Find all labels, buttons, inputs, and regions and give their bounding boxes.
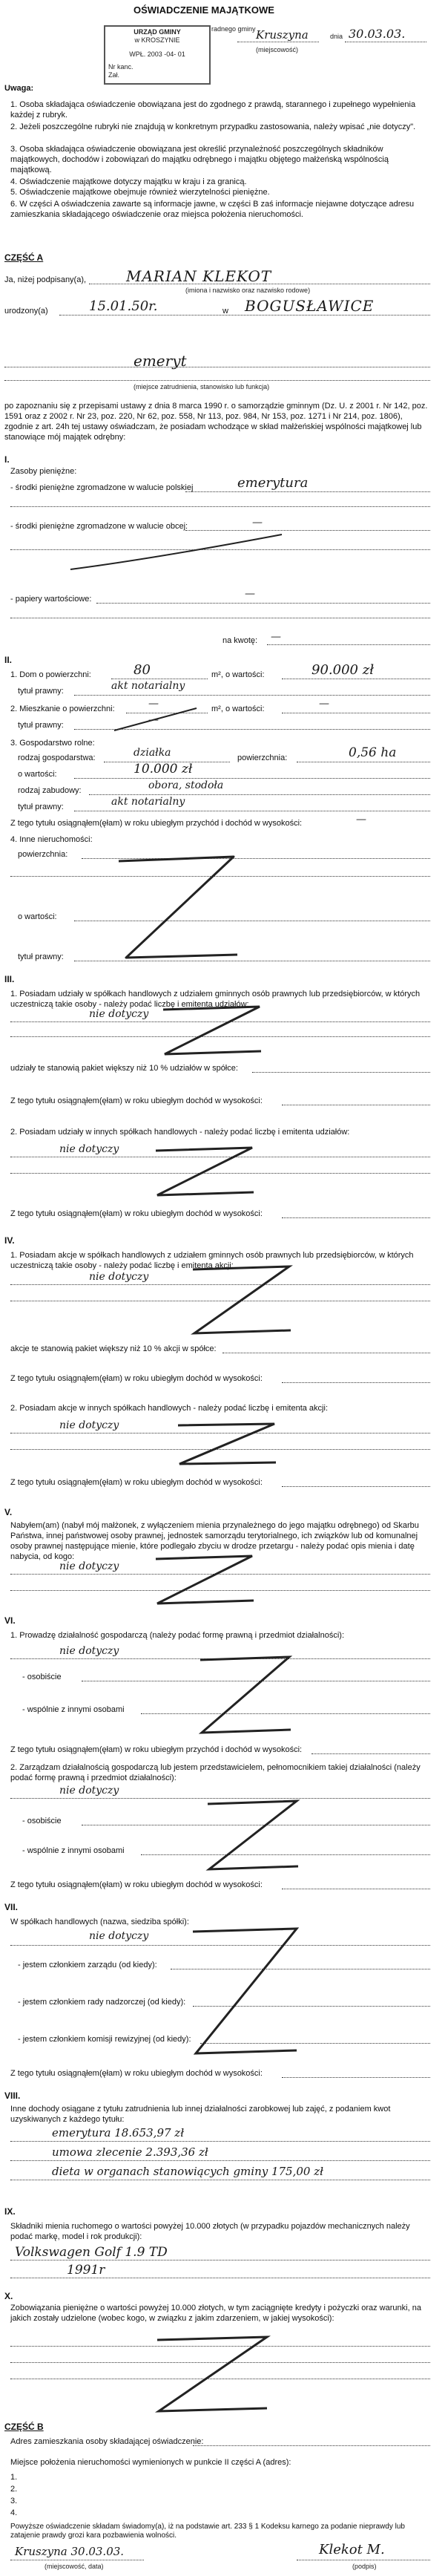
section-1-label: Zasoby pieniężne: bbox=[10, 467, 77, 476]
farm-income: — bbox=[356, 814, 366, 826]
farm-type: działka bbox=[134, 747, 171, 759]
s7-z-mark bbox=[185, 1923, 304, 2064]
s4-p2-z-mark bbox=[171, 1419, 282, 1471]
s10-text: Zobowiązania pieniężne o wartości powyżej 10.000 złotych, w tym zaciągnięte kredyty i pożyczki oraz warunki, na jakich zostały udzielone (wobec kogo, w związku z jakim zdarzeniem, w jakiej wysokości): bbox=[10, 2304, 421, 2323]
foreign-funds-value: — bbox=[252, 517, 263, 529]
section-8-num: VIII. bbox=[4, 2090, 21, 2101]
other-title-label: tytuł prawny: bbox=[18, 952, 64, 961]
s8-rule-1 bbox=[10, 2141, 430, 2142]
s6-income-label: Z tego tytułu osiągnąłem(ęłam) w roku ubiegłym przychód i dochód w wysokości: bbox=[10, 1745, 303, 1754]
footer-signature: Klekot M. bbox=[319, 2542, 385, 2557]
s3-p1-pct-line bbox=[252, 1072, 430, 1073]
declaration-text: Powyższe oświadczenie składam świadomy(a), iż na podstawie art. 233 § 1 Kodeksu karnego za podanie nieprawdy lub zatajenie prawdy grozi kara pozbawienia wolności. bbox=[10, 2523, 405, 2540]
s8-line-3: dieta w organach stanowiących gminy 175,00 zł bbox=[52, 2165, 323, 2178]
section-9-num: IX. bbox=[4, 2206, 16, 2217]
s7-audit-label: - jestem członkiem komisji rewizyjnej (od kiedy): bbox=[18, 2035, 191, 2044]
place-caption: (miejscowość) bbox=[256, 46, 299, 53]
s4-p2-income: Z tego tytułu osiągnąłem(ęłam) w roku ubiegłym dochód w wysokości: bbox=[10, 1478, 263, 1487]
farm-value-label: o wartości: bbox=[18, 770, 57, 779]
s6-income2-label: Z tego tytułu osiągnąłem(ęłam) w roku ubiegłym dochód w wysokości: bbox=[10, 1880, 263, 1889]
other-z-mark bbox=[111, 846, 245, 972]
s5-z-mark bbox=[148, 1552, 260, 1611]
s4-p1-value: nie dotyczy bbox=[89, 1271, 149, 1283]
s6-p2-text: 2. Zarządzam działalnością gospodarczą lub jestem przedstawicielem, pełnomocnikiem takiej działalności (należy podać formę prawną i przedmiot działalności): bbox=[10, 1763, 421, 1782]
s6-p2-z-mark bbox=[200, 1797, 304, 1878]
s3-p2-income: Z tego tytułu osiągnąłem(ęłam) w roku ubiegłym dochód w wysokości: bbox=[10, 1209, 263, 1218]
other-value-label: o wartości: bbox=[18, 912, 57, 921]
instruction-4: 4. Oświadczenie majątkowe dotyczy majątku w kraju i za granicą. bbox=[10, 177, 247, 186]
instruction-5: 5. Oświadczenie majątkowe obejmuje również wierzytelności pieniężne. bbox=[10, 188, 270, 197]
address-line bbox=[193, 2445, 430, 2446]
place-handwritten: Kruszyna bbox=[256, 28, 309, 42]
s7-income-line bbox=[282, 2077, 430, 2078]
s6-p2-value: nie dotyczy bbox=[59, 1785, 119, 1797]
section-10-num: X. bbox=[4, 2291, 13, 2301]
signer-name: MARIAN KLEKOT bbox=[126, 267, 272, 285]
born-date: 15.01.50r. bbox=[89, 298, 158, 314]
s6-income-line bbox=[312, 1753, 430, 1754]
section-3-num: III. bbox=[4, 974, 15, 984]
stamp-line-5: Zał. bbox=[108, 71, 120, 79]
s6-joint2-label: - wspólnie z innymi osobami bbox=[22, 1846, 125, 1855]
footer-signature-caption: (podpis) bbox=[352, 2563, 377, 2570]
s9-value-2: 1991r bbox=[67, 2263, 105, 2278]
other-property-label: 4. Inne nieruchomości: bbox=[10, 835, 93, 844]
house-title: akt notarialny bbox=[111, 680, 185, 692]
farm-area: 0,56 ha bbox=[349, 745, 397, 760]
flat-title: — bbox=[148, 714, 159, 726]
office-stamp bbox=[104, 25, 211, 85]
born-label: urodzony(a) bbox=[4, 307, 48, 316]
property-item-4: 4. bbox=[10, 2508, 18, 2517]
farm-value-line bbox=[74, 778, 430, 779]
flat-strike-mark bbox=[111, 705, 200, 735]
section-6-num: VI. bbox=[4, 1615, 16, 1626]
flat-label: 2. Mieszkanie o powierzchni: bbox=[10, 705, 115, 713]
property-item-1: 1. bbox=[10, 2473, 18, 2482]
farm-area-label: powierzchnia: bbox=[237, 753, 288, 762]
foreign-funds-label: - środki pieniężne zgromadzone w walucie obcej: bbox=[10, 522, 188, 531]
s5-text: Nabyłem(am) (nabył mój małżonek, z wyłączeniem mienia przynależnego do jego majątku odrębnego) od Skarbu Państwa, innej państwowej osoby prawnej, jednostek samorządu terytorialnego, ich związków lub od komunalnej osoby prawnej następujące mienie, które podlegało zbyciu w drodze przetargu - należy podać opis mienia i datę nabycia, od kogo: bbox=[10, 1521, 419, 1561]
instructions-label: Uwaga: bbox=[4, 84, 34, 93]
part-b-heading: CZĘŚĆ B bbox=[4, 2422, 44, 2432]
house-title-line bbox=[74, 695, 430, 696]
legal-text: po zapoznaniu się z przepisami ustawy z dnia 8 marca 1990 r. o samorządzie gminnym (Dz. U. z 2001 r. Nr 142, poz. 1591 oraz z 2002 r. Nr 23, poz. 220, Nr 62, poz. 558, Nr 113, poz. 984, Nr 153, poz. 1271 i Nr 214, poz. 1806), zgodnie z art. 24h tej ustawy oświadczam, że posiadam wchodzące w skład małżeńskiej wspólności majątkowej lub stanowiące mój majątek odrębny: bbox=[4, 402, 428, 442]
flat-title-line bbox=[74, 729, 430, 730]
born-in: w bbox=[222, 307, 228, 316]
footer-place-date: Kruszyna 30.03.03. bbox=[15, 2545, 125, 2558]
s4-p1-pct: akcje te stanowią pakiet większy niż 10 % akcji w spółce: bbox=[10, 1344, 217, 1353]
stamp-line-1: URZĄD GMINY bbox=[134, 28, 181, 36]
other-area-label: powierzchnia: bbox=[18, 850, 68, 859]
employment-value: emeryt bbox=[134, 352, 187, 370]
papers-label: - papiery wartościowe: bbox=[10, 595, 92, 604]
flat-value: — bbox=[319, 698, 329, 710]
s4-p1-text: 1. Posiadam akcje w spółkach handlowych z udziałem gminnych osób prawnych lub przedsiębiorców, w których uczestniczą takie osoby - należy podać liczbę i emitenta akcji: bbox=[10, 1251, 414, 1270]
house-unit: m², o wartości: bbox=[211, 670, 265, 679]
section-5-num: V. bbox=[4, 1507, 13, 1517]
footer-place-caption: (miejscowość, data) bbox=[44, 2563, 104, 2570]
s7-supervisory-label: - jestem członkiem rady nadzorczej (od kiedy): bbox=[18, 1998, 186, 2007]
gmina-subtitle: radnego gminy bbox=[211, 25, 256, 33]
s7-board-label: - jestem członkiem zarządu (od kiedy): bbox=[18, 1961, 157, 1969]
papers-value: — bbox=[245, 588, 255, 600]
date-label: dnia bbox=[330, 33, 343, 40]
s3-p1-income: Z tego tytułu osiągnąłem(ęłam) w roku ubiegłym dochód w wysokości: bbox=[10, 1096, 263, 1105]
amount-value: — bbox=[271, 631, 281, 643]
farm-label: 3. Gospodarstwo rolne: bbox=[10, 739, 95, 748]
s6-own-label: - osobiście bbox=[22, 1673, 62, 1681]
s6-p1-text: 1. Prowadzę działalność gospodarczą (należy podać formę prawną i przedmiot działalności): bbox=[10, 1631, 345, 1640]
house-value: 90.000 zł bbox=[312, 662, 375, 678]
s10-z-mark bbox=[148, 2331, 274, 2420]
s4-p1-z-mark bbox=[185, 1262, 297, 1344]
signer-label: Ja, niżej podpisany(a), bbox=[4, 275, 87, 284]
farm-title-label: tytuł prawny: bbox=[18, 802, 64, 811]
s3-p2-value: nie dotyczy bbox=[59, 1143, 119, 1155]
farm-build: obora, stodoła bbox=[148, 779, 224, 791]
s6-p1-z-mark bbox=[193, 1653, 297, 1742]
amount-label: na kwotę: bbox=[222, 636, 258, 645]
pl-funds-value: emerytura bbox=[237, 475, 309, 491]
s3-p2-z-mark bbox=[148, 1143, 260, 1203]
section-4-num: IV. bbox=[4, 1235, 15, 1246]
born-place: BOGUSŁAWICE bbox=[245, 297, 375, 315]
s3-p1-z-mark bbox=[156, 1002, 267, 1062]
date-handwritten: 30.03.03. bbox=[349, 27, 406, 41]
s4-p1-income: Z tego tytułu osiągnąłem(ęłam) w roku ubiegłym dochód w wysokości: bbox=[10, 1374, 263, 1383]
property-item-3: 3. bbox=[10, 2497, 18, 2505]
s6-own2-label: - osobiście bbox=[22, 1817, 62, 1825]
address-label: Adres zamieszkania osoby składającej oświadczenie: bbox=[10, 2437, 204, 2446]
s4-p1-income-line bbox=[282, 1382, 430, 1383]
pl-funds-line-2 bbox=[10, 506, 430, 507]
s8-line-1: emerytura 18.653,97 zł bbox=[52, 2126, 185, 2139]
s3-p1-value: nie dotyczy bbox=[89, 1008, 149, 1020]
pl-funds-label: - środki pieniężne zgromadzone w walucie polskiej bbox=[10, 483, 194, 492]
pl-funds-line bbox=[185, 491, 430, 492]
farm-value: 10.000 zł bbox=[134, 762, 193, 777]
signer-caption: (imiona i nazwisko oraz nazwisko rodowe) bbox=[185, 287, 311, 294]
farm-title: akt notarialny bbox=[111, 796, 185, 808]
flat-area: — bbox=[148, 698, 159, 710]
s6-joint-label: - wspólnie z innymi osobami bbox=[22, 1705, 125, 1714]
document-title: OŚWIADCZENIE MAJĄTKOWE bbox=[134, 4, 274, 16]
instruction-2: 2. Jeżeli poszczególne rubryki nie znajdują w konkretnym przypadku zastosowania, należy wpisać „nie dotyczy". bbox=[10, 122, 416, 131]
section-2-num: II. bbox=[4, 655, 13, 665]
s8-rule-2 bbox=[10, 2160, 430, 2161]
papers-line bbox=[96, 603, 430, 604]
farm-income-label: Z tego tytułu osiągnąłem(ęłam) w roku ubiegłym przychód i dochód w wysokości: bbox=[10, 819, 303, 828]
s4-p2-income-line bbox=[282, 1486, 430, 1487]
s3-p1-pct: udziały te stanowią pakiet większy niż 10 % udziałów w spółce: bbox=[10, 1064, 238, 1073]
s6-p1-value: nie dotyczy bbox=[59, 1645, 119, 1657]
born-line bbox=[59, 315, 430, 316]
s8-text: Inne dochody osiągane z tytułu zatrudnienia lub innej działalności zarobkowej lub zajęć, z podaniem kwot uzyskiwanych z każdego tytułu: bbox=[10, 2105, 391, 2124]
stamp-line-3: WPŁ. 2003 -04- 01 bbox=[129, 50, 185, 58]
property-location-label: Miejsce położenia nieruchomości wymienionych w punkcie II części A (adres): bbox=[10, 2458, 291, 2467]
s7-value: nie dotyczy bbox=[89, 1930, 149, 1942]
farm-build-line bbox=[89, 794, 430, 795]
s3-p1-text: 1. Posiadam udziały w spółkach handlowych z udziałem gminnych osób prawnych lub przedsiębiorców, w których uczestniczą takie osoby - należy podać liczbę i emitenta udziałów: bbox=[10, 990, 421, 1009]
instruction-1: 1. Osoba składająca oświadczenie obowiązana jest do zgodnego z prawdą, starannego i zupełnego wypełnienia każdej z rubryk. bbox=[10, 100, 416, 120]
s3-p2-text: 2. Posiadam udziały w innych spółkach handlowych - należy podać liczbę i emitenta udziałów: bbox=[10, 1128, 350, 1137]
s4-p2-text: 2. Posiadam akcje w innych spółkach handlowych - należy podać liczbę i emitenta akcji: bbox=[10, 1404, 328, 1413]
stamp-line-4: Nr kanc. bbox=[108, 63, 134, 71]
instruction-3: 3. Osoba składająca oświadczenie obowiązana jest określić przynależność poszczególnych składników majątkowych, dochodów i zobowiązań do majątku odrębnego i majątku objętego małżeńską wspólnością majątkową. bbox=[10, 145, 389, 174]
property-item-2: 2. bbox=[10, 2485, 18, 2494]
s9-value-1: Volkswagen Golf 1.9 TD bbox=[15, 2245, 168, 2260]
s4-p2-value: nie dotyczy bbox=[59, 1419, 119, 1431]
house-area: 80 bbox=[134, 662, 151, 678]
farm-type-label: rodzaj gospodarstwa: bbox=[18, 753, 96, 762]
house-label: 1. Dom o powierzchni: bbox=[10, 670, 91, 679]
flat-unit: m², o wartości: bbox=[211, 705, 265, 713]
s9-text: Składniki mienia ruchomego o wartości powyżej 10.000 złotych (w przypadku pojazdów mechanicznych należy podać markę, model i rok produkcji): bbox=[10, 2222, 410, 2241]
section-1-num: I. bbox=[4, 454, 10, 465]
flat-title-label: tytuł prawny: bbox=[18, 721, 64, 730]
section-7-num: VII. bbox=[4, 1902, 19, 1912]
employment-caption: (miejsce zatrudnienia, stanowisko lub funkcja) bbox=[134, 383, 270, 390]
instruction-6: 6. W części A oświadczenia zawarte są informacje jawne, w części B zaś informacje niejawne dotyczące adresu zamieszkania składającego oświadczenie oraz miejsca położenia nieruchomości. bbox=[10, 200, 415, 219]
farm-build-label: rodzaj zabudowy: bbox=[18, 786, 82, 795]
part-a-heading: CZĘŚĆ A bbox=[4, 252, 44, 263]
s3-p2-income-line bbox=[282, 1217, 430, 1218]
s5-value: nie dotyczy bbox=[59, 1560, 119, 1572]
house-title-label: tytuł prawny: bbox=[18, 687, 64, 696]
foreign-funds-line-2 bbox=[10, 549, 430, 550]
amount-line bbox=[267, 644, 430, 645]
foreign-strike-mark bbox=[67, 529, 289, 581]
s8-line-2: umowa zlecenie 2.393,36 zł bbox=[52, 2145, 208, 2159]
stamp-line-2: w KROSZYNIE bbox=[134, 36, 180, 44]
s7-label: W spółkach handlowych (nazwa, siedziba spółki): bbox=[10, 1918, 189, 1926]
employment-line-2 bbox=[4, 380, 430, 381]
s7-income-label: Z tego tytułu osiągnąłem(ęłam) w roku ubiegłym dochód w wysokości: bbox=[10, 2069, 263, 2078]
